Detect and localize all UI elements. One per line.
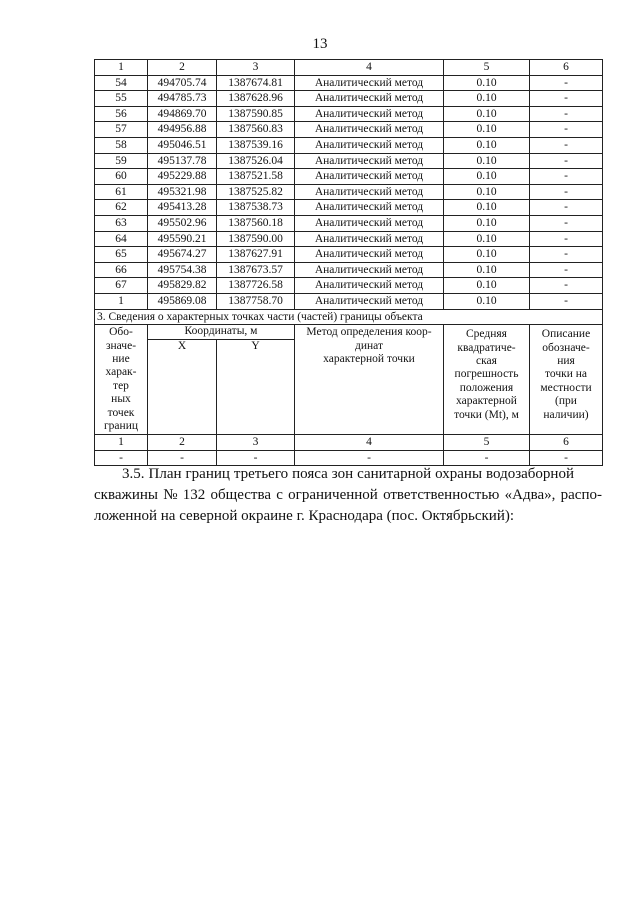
table-cell: 56 <box>95 106 148 122</box>
table-cell: 1387590.00 <box>217 231 295 247</box>
section-header-row <box>95 325 603 340</box>
empty-cell: - <box>295 450 444 466</box>
table-cell: Аналитический метод <box>295 200 444 216</box>
table-cell: - <box>530 293 603 309</box>
header-line: тер <box>113 379 129 392</box>
table-cell: 61 <box>95 184 148 200</box>
table-cell: 0.10 <box>444 137 530 153</box>
number-cell: 3 <box>217 435 295 451</box>
table-cell: 60 <box>95 169 148 185</box>
table-cell: 59 <box>95 153 148 169</box>
table-cell: 495229.88 <box>148 169 217 185</box>
empty-cell: - <box>217 450 295 466</box>
table-cell: Аналитический метод <box>295 153 444 169</box>
table-cell: 0.10 <box>444 122 530 138</box>
table-cell: 495502.96 <box>148 215 217 231</box>
table-row <box>95 153 603 169</box>
table-cell: Аналитический метод <box>295 122 444 138</box>
table-cell: 0.10 <box>444 278 530 294</box>
table-cell: 1387758.70 <box>217 293 295 309</box>
table-cell: - <box>530 184 603 200</box>
table-cell: 65 <box>95 247 148 263</box>
table-row <box>95 200 603 216</box>
table-cell: - <box>530 169 603 185</box>
table-row <box>95 75 603 91</box>
y-header: Y <box>217 340 295 435</box>
table-cell: 0.10 <box>444 184 530 200</box>
table-cell: - <box>530 153 603 169</box>
table-cell: 1387525.82 <box>217 184 295 200</box>
table-cell: 0.10 <box>444 153 530 169</box>
section-numbers-row <box>95 435 603 451</box>
table-row <box>95 231 603 247</box>
table-cell: 0.10 <box>444 231 530 247</box>
table-row <box>95 169 603 185</box>
header-line: точки (Mt), м <box>454 408 519 421</box>
table-cell: 1387673.57 <box>217 262 295 278</box>
header-line: точки на <box>545 368 587 381</box>
x-header: X <box>148 340 217 435</box>
table-cell: 0.10 <box>444 262 530 278</box>
table-cell: 1387526.04 <box>217 153 295 169</box>
table-cell: 495869.08 <box>148 293 217 309</box>
table-cell: Аналитический метод <box>295 278 444 294</box>
table-row <box>95 122 603 138</box>
header-line: значе- <box>105 339 137 352</box>
table-cell: 58 <box>95 137 148 153</box>
header-line: ния <box>557 354 575 367</box>
table-header-row <box>95 60 603 76</box>
header-line: точек <box>107 406 135 419</box>
table-cell: 495046.51 <box>148 137 217 153</box>
table-cell: 494705.74 <box>148 75 217 91</box>
table-row <box>95 215 603 231</box>
empty-cell: - <box>148 450 217 466</box>
header-line: наличии) <box>543 408 589 421</box>
table-cell: 57 <box>95 122 148 138</box>
table-cell: Аналитический метод <box>295 215 444 231</box>
table-cell: 0.10 <box>444 215 530 231</box>
number-cell: 2 <box>148 435 217 451</box>
empty-cell: - <box>530 450 603 466</box>
page-number: 13 <box>312 36 328 52</box>
table-cell: - <box>530 91 603 107</box>
table-row <box>95 106 603 122</box>
header-cell: 4 <box>295 60 444 76</box>
table-cell: - <box>530 122 603 138</box>
table-cell: 1387726.58 <box>217 278 295 294</box>
coordinates-table <box>94 59 603 466</box>
header-line: местности <box>540 381 592 394</box>
header-line: динат <box>355 339 383 352</box>
table-cell: 494869.70 <box>148 106 217 122</box>
table-cell: 62 <box>95 200 148 216</box>
table-cell: 495137.78 <box>148 153 217 169</box>
table-cell: 54 <box>95 75 148 91</box>
table-cell: Аналитический метод <box>295 169 444 185</box>
table-cell: 63 <box>95 215 148 231</box>
table-cell: 495413.28 <box>148 200 217 216</box>
table-cell: Аналитический метод <box>295 247 444 263</box>
table-row <box>95 247 603 263</box>
description-header <box>530 325 603 435</box>
table-cell: 55 <box>95 91 148 107</box>
table-cell: - <box>530 75 603 91</box>
table-cell: Аналитический метод <box>295 293 444 309</box>
header-line: Обо- <box>109 326 133 339</box>
method-header <box>295 325 444 435</box>
table-cell: 0.10 <box>444 106 530 122</box>
header-line: (при <box>555 395 577 408</box>
table-cell: 0.10 <box>444 293 530 309</box>
table-cell: 0.10 <box>444 75 530 91</box>
header-line: погрешность <box>454 368 519 381</box>
table-cell: - <box>530 200 603 216</box>
table-row <box>95 91 603 107</box>
table-cell: 1387628.96 <box>217 91 295 107</box>
number-cell: 6 <box>530 435 603 451</box>
table-row <box>95 137 603 153</box>
section-title-row <box>95 309 603 325</box>
table-cell: 1387627.91 <box>217 247 295 263</box>
point-designation-header <box>95 325 148 435</box>
header-line: Метод определения коор- <box>306 326 432 339</box>
header-line: положения <box>459 381 514 394</box>
empty-cell: - <box>444 450 530 466</box>
table-row <box>95 278 603 294</box>
header-line: характерной точки <box>323 352 415 365</box>
header-line: квадратиче- <box>457 341 516 354</box>
table-cell: Аналитический метод <box>295 106 444 122</box>
table-cell: 494785.73 <box>148 91 217 107</box>
table-cell: 66 <box>95 262 148 278</box>
table-cell: - <box>530 278 603 294</box>
header-line: обозначе- <box>542 341 590 354</box>
number-cell: 5 <box>444 435 530 451</box>
header-line: границ <box>103 419 139 432</box>
table-cell: Аналитический метод <box>295 262 444 278</box>
plan-paragraph <box>94 464 602 527</box>
table-cell: Аналитический метод <box>295 231 444 247</box>
table-cell: - <box>530 137 603 153</box>
table-cell: 495829.82 <box>148 278 217 294</box>
table-cell: 1387560.83 <box>217 122 295 138</box>
table-cell: Аналитический метод <box>295 75 444 91</box>
table-cell: 64 <box>95 231 148 247</box>
table-cell: 1387539.16 <box>217 137 295 153</box>
table-cell: 495674.27 <box>148 247 217 263</box>
header-cell: 3 <box>217 60 295 76</box>
header-line: Средняя <box>466 328 507 341</box>
table-cell: - <box>530 247 603 263</box>
paragraph-line: скважины № 132 общества с ограниченной ответственностью «Адва», распо- <box>94 487 602 503</box>
header-line: ние <box>112 352 130 365</box>
header-cell: 6 <box>530 60 603 76</box>
table-cell: 495321.98 <box>148 184 217 200</box>
table-cell: 1 <box>95 293 148 309</box>
coordinates-header: Координаты, м <box>148 325 295 340</box>
table-cell: 1387538.73 <box>217 200 295 216</box>
table-row <box>95 293 603 309</box>
table-cell: 495754.38 <box>148 262 217 278</box>
table-cell: - <box>530 231 603 247</box>
table-cell: 495590.21 <box>148 231 217 247</box>
header-line: ская <box>476 354 497 367</box>
paragraph-line: ложенной на северной окраине г. Краснодара (пос. Октябрьский): <box>94 508 515 524</box>
header-line: харак- <box>105 366 137 379</box>
header-cell: 2 <box>148 60 217 76</box>
table-cell: 1387590.85 <box>217 106 295 122</box>
number-cell: 4 <box>295 435 444 451</box>
table-cell: 67 <box>95 278 148 294</box>
error-header <box>444 325 530 435</box>
header-line: ных <box>111 393 131 406</box>
section-title: 3. Сведения о характерных точках части (частей) границы объекта <box>95 309 603 325</box>
table-cell: - <box>530 262 603 278</box>
table-cell: Аналитический метод <box>295 184 444 200</box>
header-line: Описание <box>541 328 591 341</box>
table-cell: 1387674.81 <box>217 75 295 91</box>
table-cell: 0.10 <box>444 91 530 107</box>
header-cell: 5 <box>444 60 530 76</box>
table-row <box>95 184 603 200</box>
paragraph-line: 3.5. План границ третьего пояса зон санитарной охраны водозаборной <box>122 466 574 482</box>
table-cell: 0.10 <box>444 247 530 263</box>
table-cell: 494956.88 <box>148 122 217 138</box>
table-cell: - <box>530 106 603 122</box>
table-row <box>95 262 603 278</box>
header-line: характерной <box>456 395 517 408</box>
table-cell: 0.10 <box>444 169 530 185</box>
table-cell: 1387560.18 <box>217 215 295 231</box>
table-cell: 1387521.58 <box>217 169 295 185</box>
table-cell: Аналитический метод <box>295 137 444 153</box>
table-cell: 0.10 <box>444 200 530 216</box>
table-cell: Аналитический метод <box>295 91 444 107</box>
table-cell: - <box>530 215 603 231</box>
number-cell: 1 <box>95 435 148 451</box>
header-cell: 1 <box>95 60 148 76</box>
empty-cell: - <box>95 450 148 466</box>
